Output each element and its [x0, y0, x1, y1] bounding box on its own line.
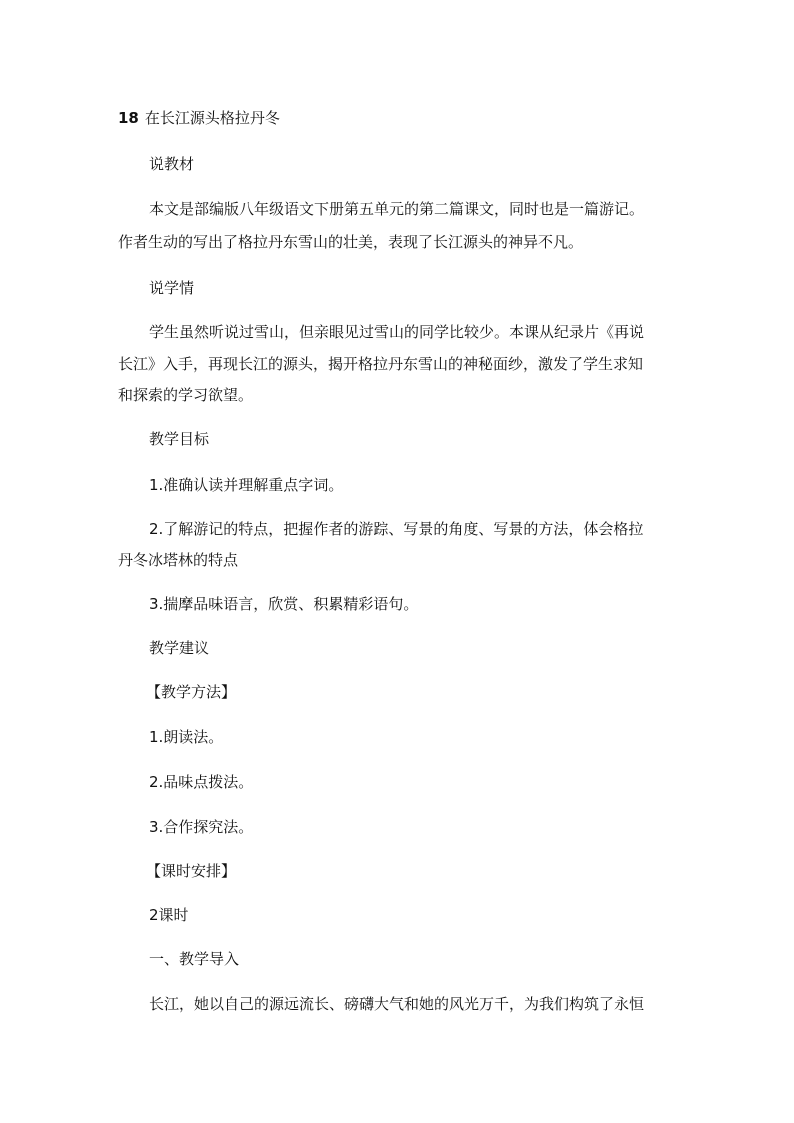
list-item: 2.品味点拨法。 — [149, 773, 254, 791]
paragraph-line: 长江》入手，再现长江的源头，揭开格拉丹东雪山的神秘面纱，激发了学生求知 — [118, 355, 644, 373]
lesson-title — [118, 107, 280, 129]
lesson-number: 18 — [118, 109, 139, 127]
paragraph-line: 长江，她以自己的源远流长、磅礴大气和她的风光万千，为我们构筑了永恒 — [149, 995, 645, 1013]
section-heading: 一、教学导入 — [149, 950, 240, 968]
list-item: 2.了解游记的特点，把握作者的游踪、写景的角度、写景的方法，体会格拉 — [149, 520, 644, 538]
lesson-title-text: 在长江源头格拉丹冬 — [144, 109, 280, 127]
list-item: 1.朗读法。 — [149, 728, 224, 746]
subsection-heading: 【课时安排】 — [146, 862, 237, 880]
paragraph-line: 和探索的学习欲望。 — [118, 386, 254, 404]
list-item: 1.准确认读并理解重点字词。 — [149, 476, 344, 494]
paragraph-line: 学生虽然听说过雪山，但亲眼见过雪山的同学比较少。本课从纪录片《再说 — [149, 323, 645, 341]
section-heading: 说教材 — [149, 155, 195, 173]
list-item: 3.揣摩品味语言，欣赏、积累精彩语句。 — [149, 595, 419, 613]
section-heading: 说学情 — [149, 279, 195, 297]
paragraph-line: 本文是部编版八年级语文下册第五单元的第二篇课文，同时也是一篇游记。 — [149, 200, 645, 218]
paragraph-line: 作者生动的写出了格拉丹东雪山的壮美，表现了长江源头的神异不凡。 — [118, 233, 584, 251]
paragraph-line: 2课时 — [149, 906, 189, 924]
section-heading: 教学建议 — [149, 639, 210, 657]
section-heading: 教学目标 — [149, 430, 210, 448]
subsection-heading: 【教学方法】 — [146, 683, 237, 701]
list-item-continuation: 丹冬冰塔林的特点 — [118, 551, 239, 569]
list-item: 3.合作探究法。 — [149, 818, 254, 836]
